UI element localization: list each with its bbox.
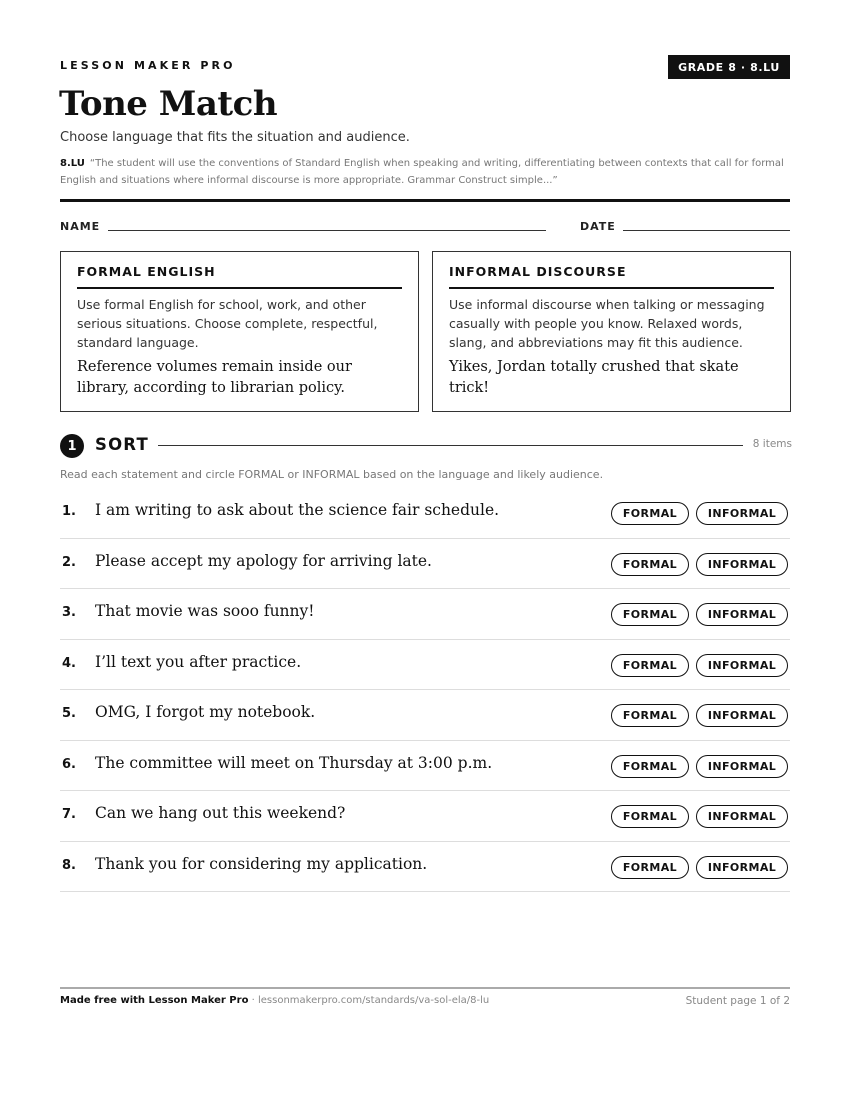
informal-option-button[interactable]: INFORMAL: [696, 856, 788, 879]
list-item: [60, 741, 790, 792]
item-statement: Thank you for considering my application.: [95, 854, 428, 873]
item-statement: I am writing to ask about the science fair schedule.: [95, 501, 500, 519]
formal-option-button[interactable]: FORMAL: [611, 603, 689, 626]
grade-badge: GRADE 8 · 8.LU: [668, 55, 790, 79]
standard-description: [60, 155, 795, 189]
subtitle: Choose language that fits the situation and audience.: [60, 130, 410, 145]
section-instructions: Read each statement and circle FORMAL or INFORMAL based on the language and likely audience.: [60, 468, 604, 481]
informal-definition-box: [432, 251, 791, 412]
informal-option-button[interactable]: INFORMAL: [696, 502, 788, 525]
informal-definition-example: Yikes, Jordan totally crushed that skate trick!: [449, 359, 739, 396]
name-label: NAME: [60, 220, 101, 233]
section-item-count: 8 items: [752, 438, 792, 450]
informal-option-button[interactable]: INFORMAL: [696, 553, 788, 576]
item-statement: The committee will meet on Thursday at 3:00 p.m.: [95, 753, 493, 772]
formal-definition-description: Use formal English for school, work, and other serious situations. Choose complete, respectful, standard language.: [77, 297, 378, 350]
item-statement: That movie was sooo funny!: [95, 602, 315, 620]
item-number: 2.: [62, 554, 76, 570]
item-statement: OMG, I forgot my notebook.: [95, 703, 316, 721]
item-statement: Can we hang out this weekend?: [95, 804, 346, 822]
footer-divider: [60, 987, 790, 989]
list-item: [60, 488, 790, 539]
name-field-line[interactable]: [108, 230, 546, 231]
item-number: 1.: [62, 504, 76, 519]
footer-url: · lessonmakerpro.com/standards/va-sol-ela/8-lu: [248, 995, 490, 1006]
date-field-line[interactable]: [623, 230, 790, 231]
header-brand: LESSON MAKER PRO: [60, 59, 236, 72]
informal-option-button[interactable]: INFORMAL: [696, 805, 788, 828]
footer-brand: Made free with Lesson Maker Pro: [60, 995, 249, 1006]
formal-definition-box: [60, 251, 419, 412]
section-number-badge: 1: [60, 434, 84, 458]
list-item: [60, 589, 790, 640]
item-number: 5.: [62, 706, 76, 721]
title-divider: [60, 199, 790, 202]
formal-option-button[interactable]: FORMAL: [611, 805, 689, 828]
informal-definition-title: INFORMAL DISCOURSE: [449, 264, 774, 289]
section-title: SORT: [95, 435, 149, 454]
standard-text: “The student will use the conventions of Standard English when speaking and writing, differentiating between contexts that call for formal English and situations where informal discourse is more appropriate. Grammar Construct simple...”: [60, 158, 784, 186]
item-list: [60, 488, 790, 892]
formal-option-button[interactable]: FORMAL: [611, 856, 689, 879]
item-number: 4.: [62, 655, 76, 671]
informal-option-button[interactable]: INFORMAL: [696, 755, 788, 778]
informal-option-button[interactable]: INFORMAL: [696, 654, 788, 677]
list-item: [60, 791, 790, 842]
item-statement: I’ll text you after practice.: [95, 652, 302, 671]
item-number: 3.: [62, 605, 76, 620]
formal-option-button[interactable]: FORMAL: [611, 704, 689, 727]
footer-credit: [60, 995, 489, 1006]
list-item: [60, 842, 790, 893]
list-item: [60, 690, 790, 741]
formal-option-button[interactable]: FORMAL: [611, 553, 689, 576]
footer-page-number: Student page 1 of 2: [685, 995, 790, 1007]
date-label: DATE: [580, 220, 616, 233]
formal-option-button[interactable]: FORMAL: [611, 654, 689, 677]
formal-definition-title: FORMAL ENGLISH: [77, 264, 402, 289]
item-statement: Please accept my apology for arriving late.: [95, 551, 432, 570]
list-item: [60, 539, 790, 590]
item-number: 8.: [62, 857, 76, 873]
list-item: [60, 640, 790, 691]
formal-option-button[interactable]: FORMAL: [611, 755, 689, 778]
section-divider: [158, 445, 743, 446]
page-title: Tone Match: [59, 84, 278, 124]
formal-definition-example: Reference volumes remain inside our library, according to librarian policy.: [77, 359, 352, 396]
informal-option-button[interactable]: INFORMAL: [696, 704, 788, 727]
standard-code: 8.LU: [60, 158, 85, 169]
item-number: 7.: [62, 807, 76, 822]
formal-option-button[interactable]: FORMAL: [611, 502, 689, 525]
informal-definition-description: Use informal discourse when talking or messaging casually with people you know. Relaxed words, slang, and abbreviations may fit this audience.: [449, 297, 765, 350]
informal-option-button[interactable]: INFORMAL: [696, 603, 788, 626]
item-number: 6.: [62, 756, 76, 772]
